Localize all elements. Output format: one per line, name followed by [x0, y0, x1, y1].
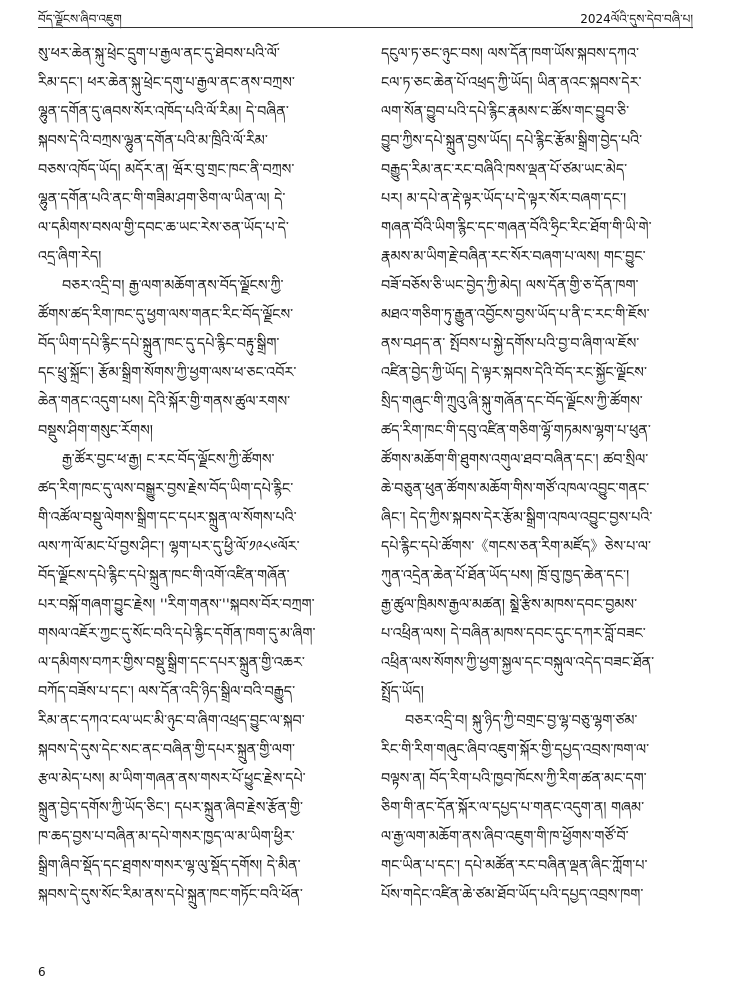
text-line: སྐབས་དེ་དུས་སོང་རིམ་ནས་དཔེ་སྐྲུན་ཁང་གཏོང་བའི་ཕོན་ [38, 887, 303, 903]
text-line: ཚད་རིག་ཁང་གི་དབུ་འཛིན་གཅིག་ལྷོ་གཏམས་ལྷག་པ་ཕུན་ [381, 423, 651, 439]
text-line: རྒྱ་ཚོར་བྱང་ཕ་རྒྱ། ང་རང་བོད་ལྗོངས་ཀྱི་ཚོགས་ [62, 452, 275, 468]
text-line: པར། མ་དཔེ་ན་རྡེ་ལྟར་ཡོད་པ་དེ་ལྟར་སོར་བཞག་དང་། [381, 191, 627, 207]
text-line: བརྒྱུད་རིམ་ནང་རང་བཞིའི་ཁས་ལྡན་པོ་ཙམ་ཡང་མེད་ [381, 162, 628, 178]
text-line: གང་ཡིན་པ་དང་། དཔེ་མཚོན་རང་བཞིན་ལྡན་ཞིང་ཀློག་པ་ [381, 858, 648, 874]
text-line: གསལ་འཇོར་ཀྱང་དུ་སོང་བའི་དཔེ་རྙིང་དགོན་ཁག་དུ་མ་ཞིག་ [38, 626, 316, 642]
text-line: འདྲ་ཞིག་རེད། [38, 249, 102, 265]
text-line: ཚད་རིག་ཁང་དུ་ལས་བསྒྱུར་བྱས་རྗེས་བོད་ཡིག་དཔེ་རྙིང་ [38, 481, 294, 497]
text-line: བལྟས་ན། བོད་རིག་པའི་ཁྱབ་ཁོངས་ཀྱི་རིག་ཚན་མང་དག་ [381, 771, 647, 787]
text-line: སུ་ཕར་ཆེན་སྐུ་ཕྲེང་དྲུག་པ་རྒྱལ་ནང་དུ་ཐེབས་པའི་ལོ་ [38, 46, 280, 62]
text-line: པ་འཕྲིན་ལས། དེ་བཞིན་མཁས་དབང་དུང་དཀར་བློ་བཟང་ [381, 626, 646, 642]
running-header [38, 6, 693, 24]
text-line: བཟོ་བཅོས་ཅི་ཡང་བྱེད་ཀྱི་མེད། ལས་དོན་གྱི་ཅ་དོན་ཁག་ [381, 278, 639, 294]
text-line: ཆེན་གནང་འདུག་པས། དེའི་སྐོར་གྱི་གནས་ཚུལ་རགས་ [38, 394, 291, 410]
text-line: རིང་གི་རིག་གཞུང་ཞིབ་འཇུག་སྐོར་གྱི་དཔྱད་འབྲས་ཁག་ལ་ [381, 742, 650, 758]
text-line: སྒྲིག་ཞིབ་སྡོད་དང་ཐྲགས་གསར་ལྷ་ལུ་སྡོད་དགོས། དེ་མིན་ [38, 858, 301, 874]
text-line: དང་ཕྲུ་སྐྲོང་། རྩོམ་སྒྲིག་སོགས་ཀྱི་ཕྱག་ལས་ཕ་ཅང་འབོར་ [38, 365, 297, 381]
text-line: ཀུན་འདྲེན་ཆེན་པོ་ཐོན་ཡོད་པས། ཁྲོ་བུ་ཁྱད་ཆེན་དང་། [381, 568, 630, 584]
text-line: པར་བསྐོ་གཞག་བྱུང་རྗེས། ''རིག་གནས་''སྐབས་བོར་བཀྲག་ [38, 597, 315, 613]
issue-label: 2024ལོའི་དུས་དེབ་བཞི་པ། [580, 12, 693, 26]
text-line: བཀོད་བཟོས་པ་དང་། ལས་དོན་འདི་ཉིད་སྒྲིལ་བའི་བརྒྱུད་ [38, 684, 296, 700]
text-line: བོད་ལྗོངས་དཔེ་རྙིང་དཔེ་སྐྲུན་ཁང་གི་འགོ་འཛིན་གཞོན་ [38, 568, 290, 584]
text-line: ལག་སོན་བྱུབ་པའི་དཔེ་རྙིང་རྣམས་ང་ཚོས་གང་བྱུབ་ཅི་ [381, 104, 630, 120]
text-line: བསྡུས་ཤིག་གསུང་རོགས། [38, 423, 153, 439]
text-line: བྱུབ་ཀྱིས་དཔེ་སྐྲུན་བྱས་ཡོད། དཔེ་རྙིང་རྩོམ་སྒྲིག་བྱེད་པའི་ [381, 133, 643, 149]
text-line: བོད་ཡིག་དཔེ་རྙིང་དཔེ་སྐྲུན་ཁང་དུ་དཔེ་རྙིང་བརྟུ་སྒྲིག་ [38, 336, 280, 352]
text-line: སྲིད་གཞུང་གི་ཀྲུའུ་ཞི་སྐུ་གཞོན་དང་བོད་ལྗོངས་ཀྱི་ཚོགས་ [381, 394, 643, 410]
text-line: བཅས་འཁོད་ཡོད། མདོར་ན། ཝོར་བུ་གྲང་ཁང་ནི་བཀྲས་ [38, 162, 295, 178]
text-line: ལ་དམིགས་བསལ་གྱི་དབང་ཆ་ཡང་རེས་ཅན་ཡོད་པ་དེ་ [38, 220, 289, 236]
text-line: ནས་བཤད་ན་ སྤོབས་པ་སྐྱེ་དགོས་པའི་བྱ་བ་ཞིག་ལ་ཇོས་ [381, 336, 640, 352]
text-line: ཚོགས་མཆོག་གི་ཐུགས་འགུལ་ཐབ་བཞིན་དང་། ཚབ་སྲིལ་ [381, 452, 649, 468]
text-line: ལས་ཀ་ལོ་མང་པོ་བྱས་ཤིང་། ལྷག་པར་དུ་ཕྱི་ལོ་༡༩༨༦ལོར་ [38, 539, 300, 555]
text-line: རྩལ་མེད་པས། མ་ཡིག་གཞན་ནས་གསར་པོ་ཕྱུང་རྗེས་དཔེ་ [38, 771, 306, 787]
text-line: བཅར་འདྲི་བ། རྒྱ་ལག་མཆོག་ནས་བོད་ལྗོངས་ཀྱི་ [62, 278, 284, 294]
text-line: འཛིན་བྱེད་ཀྱི་ཡོད། དེ་ལྟར་སྐབས་དེའི་བོད་རང་སྐྱོང་ལྗོངས་ [381, 365, 647, 381]
page-number: 6 [38, 965, 46, 979]
header-rule [38, 27, 693, 28]
text-line: སྐྲུན་བྱེད་དགོས་ཀྱི་ཡོད་ཅིང་། དཔར་སྐྲུན་ཞིབ་རྗེས་རྩོན་གྱི་ [38, 800, 303, 816]
text-line: ཚོགས་ཚད་རིག་ཁང་དུ་ཕྱག་ལས་གནང་རིང་བོད་ལྗོངས་ [38, 307, 294, 323]
text-line: ངལ་ཏ་ཅང་ཆེན་པོ་འཕྲད་ཀྱི་ཡོད། ཡིན་ནའང་སྐབས་དེར་ [381, 75, 642, 91]
text-line: རྒྱ་ཚུལ་ཁྲིམས་རྒྱལ་མཚན། སླྡེ་རྩིས་མཁས་དབང་བྱམས་ [381, 597, 638, 613]
text-line: གཞན་བོའི་ཡིག་རྙིང་དང་གཞན་བོའི་ཧྲིང་རིང་ཐོག་གི་ཡི་གེ་ [381, 220, 652, 236]
text-line: པོས་གདེང་འཛིན་ཆེ་ཙམ་ཐོབ་ཡོད་པའི་དཔྱད་འབྲས་ཁག་ [381, 887, 644, 903]
text-line: ཅིག་གི་ནང་དོན་སྐོར་ལ་དཔྱད་པ་གནང་འདུག་ན། གཞམ་ [381, 800, 645, 816]
text-line: ཆེ་བཅུན་ཕུན་ཚོགས་མཆོག་གིས་གཙོ་འཁལ་འབྱུང་གནང་ [381, 481, 650, 497]
text-line: ལ་རྒྱ་ལག་མཆོག་ནས་ཞིབ་འཇུག་གི་ཁ་ཕྱོགས་གཙོ་བོ་ [381, 829, 629, 845]
text-line: དཔེ་རྙིང་དཔེ་ཚོགས་《གངས་ཅན་རིག་མཛོད》ཅེས་པ་ལ་ [381, 539, 652, 555]
text-line: ཁ་ཆད་བྱས་པ་བཞིན་མ་དཔེ་གསར་ཁྱད་ལ་མ་ཡིག་ཕྱིར་ [38, 829, 295, 845]
text-line: རྣམས་མ་ཡིག་རྗེ་བཞིན་རང་སོར་བཞག་པ་ལས། གང་བྱུང་ [381, 249, 646, 265]
text-line: རིམ་ནང་དཀའ་ངལ་ཡང་མི་ཉུང་བ་ཞིག་འཕྲད་བྱུང་ལ་སྐབ་ [38, 713, 305, 729]
text-line: སྐབས་དེ་དུས་དེང་སང་ནང་བཞིན་གྱི་དཔར་སྐྲུན་གྱི་ལག་ [38, 742, 296, 758]
text-line: ལྷུན་དགོན་པའི་ནང་གི་གཟིམ་ཤག་ཅིག་ལ་ཡིན་ལ། དེ་ [38, 191, 286, 207]
text-line: ཞིང་། དེད་ཀྱིས་སྐབས་དེར་རྩོམ་སྒྲིག་འཁལ་འབྱུང་བྱས་པའི་ [381, 510, 653, 526]
text-line: སྤྲོད་ཡོད། [381, 684, 424, 700]
text-line: གི་འཚོལ་བསྡུ་ལེགས་སྒྲིག་དང་དཔར་སྐྲུན་ལ་སོགས་པའི་ [38, 510, 297, 526]
text-line: རིམ་དང་། ཕར་ཆེན་སྐུ་ཕྲེང་དགུ་པ་རྒྱལ་ནང་ནས་བཀྲས་ [38, 75, 295, 91]
text-line: དངུལ་ཏ་ཅང་ཉུང་བས། ལས་དོན་ཁག་ཡོས་སྐབས་དཀའ་ [381, 46, 639, 62]
text-line: འཕྲིན་ལས་སོགས་ཀྱི་ཕྱག་སྐྱལ་དང་བསྐུལ་འདེད་བཟང་ཐོན་ [381, 655, 655, 671]
text-column-left [38, 40, 356, 910]
text-line: བཅར་འདྲི་བ། སྐུ་ཉིད་ཀྱི་བགྲང་བྱ་ལྷ་བཅུ་ལྷག་ཙམ་ [405, 713, 638, 729]
journal-title: བོད་ལྗོངས་ཞིབ་འཇུག [38, 12, 122, 26]
text-column-right [381, 40, 699, 910]
text-line: མཐའ་གཅིག་ཏུ་རྒྱུན་འབྱོངས་བྱས་ཡོད་པ་ནི་ང་རང་གི་ཇོས་ [381, 307, 650, 323]
text-line: སྐབས་དེ་འི་བཀྲས་ལྷུན་དགོན་པའི་མ་ཁྲིའི་ལོ་རིམ་ [38, 133, 268, 149]
text-line: ལྷུན་དགོན་དུ་ཞབས་སོར་འཁོད་པའི་ལོ་རིམ། དེ་བཞིན་ [38, 104, 289, 120]
text-line: ལ་དམིགས་བཀར་གྱིས་བསྡུ་སྒྲིག་དང་དཔར་སྐྲུན་གྱི་འཆར་ [38, 655, 305, 671]
